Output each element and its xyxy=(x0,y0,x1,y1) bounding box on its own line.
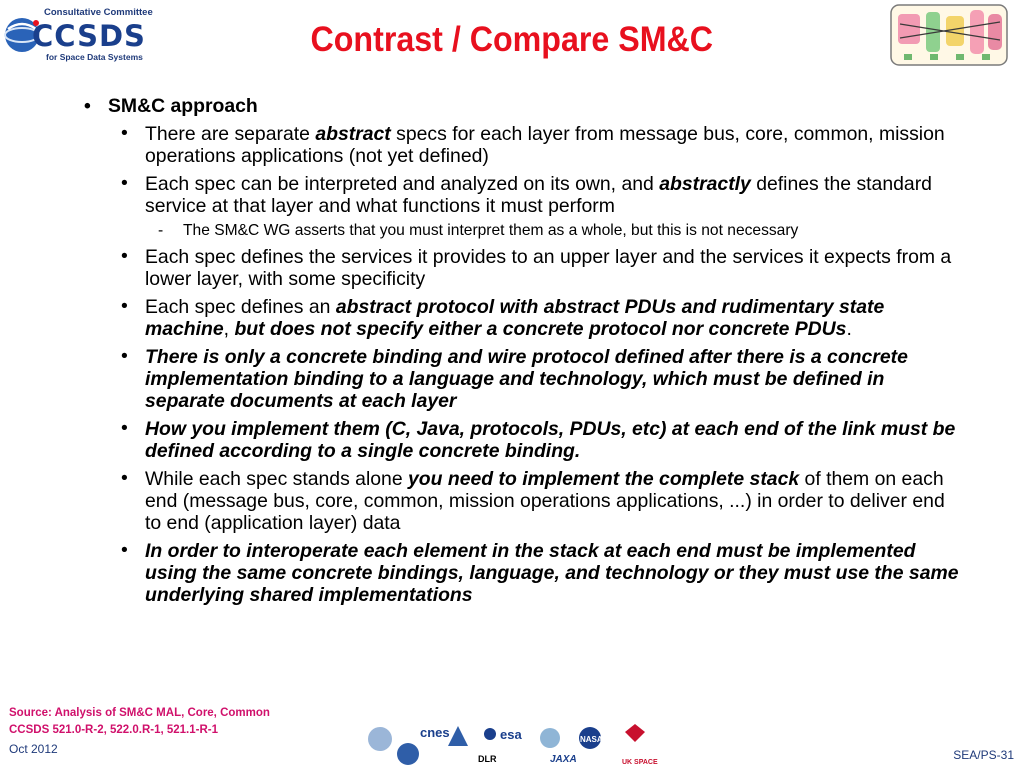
bullet-marker-icon: • xyxy=(121,539,128,561)
bullet-text: The SM&C WG asserts that you must interpret them as a whole, but this is not necessary xyxy=(183,222,799,239)
emphasized-text: There is only a concrete binding and wire protocol defined after there is a concrete implementation binding to a language and technology, which must be defined in separate documents at each layer xyxy=(145,346,908,412)
agency-logos-strip xyxy=(360,722,660,768)
bullet-text: Each spec defines the services it provides to an upper layer and the services it expects from a lower layer, with some specificity xyxy=(145,246,952,290)
source-citation xyxy=(9,705,270,739)
agency-label-dlr: DLR xyxy=(478,754,497,764)
source-line-1: Source: Analysis of SM&C MAL, Core, Common xyxy=(9,707,270,719)
emphasized-text: but does not specify either a concrete protocol nor concrete PDUs xyxy=(234,318,847,340)
logo-top-text: Consultative Committee xyxy=(44,7,153,18)
bullet-marker-icon: • xyxy=(121,467,128,489)
source-line-2: CCSDS 521.0-R-2, 522.0.R-1, 521.1-R-1 xyxy=(9,724,219,736)
bullet-marker-icon: • xyxy=(121,245,128,267)
slide-date: Oct 2012 xyxy=(9,742,58,756)
bullet-marker-icon: • xyxy=(121,345,128,367)
bullet-text: Each spec defines an xyxy=(145,296,336,318)
bullet-item xyxy=(80,173,960,217)
slide-number: SEA/PS-31 xyxy=(953,748,1014,762)
agency-label-ukspace: UK SPACE xyxy=(622,759,658,766)
slide-title-text: Contrast / Compare SM&C xyxy=(310,20,714,59)
bullet-text: , xyxy=(223,318,235,340)
bullet-item xyxy=(80,123,960,167)
agency-emblem-icon xyxy=(625,724,645,742)
bullet-item xyxy=(80,95,960,117)
bullet-text: There are separate xyxy=(145,123,316,145)
bullet-marker-icon: • xyxy=(84,95,91,117)
agency-emblem-icon xyxy=(540,728,560,748)
agency-emblem-icon xyxy=(448,726,468,746)
emphasized-text: abstract protocol with abstract PDUs and rudimentary state machine xyxy=(145,296,885,340)
bullet-text: defines the standard service at that layer and what functions it must perform xyxy=(145,173,932,217)
agency-label-jaxa: JAXA xyxy=(550,754,577,765)
bullet-marker-icon: • xyxy=(121,122,128,144)
bullet-item xyxy=(80,296,960,340)
logo-main-text: CCSDS xyxy=(32,19,146,53)
bullet-marker-icon: • xyxy=(121,172,128,194)
bullet-item xyxy=(80,540,960,606)
bullet-item xyxy=(80,222,960,240)
slide-title xyxy=(0,20,1024,60)
bullet-text: While each spec stands alone xyxy=(145,468,409,490)
bullet-marker-icon: • xyxy=(121,417,128,439)
logo-sub-text: for Space Data Systems xyxy=(46,52,143,62)
emphasized-text: How you implement them (C, Java, protocols, PDUs, etc) at each end of the link must be defined according to a single concrete binding. xyxy=(145,418,956,462)
bullet-item xyxy=(80,468,960,534)
bullet-list xyxy=(80,93,960,606)
architecture-diagram-image xyxy=(890,4,1008,66)
bullet-item xyxy=(80,246,960,290)
emphasized-text: abstractly xyxy=(659,173,751,195)
bullet-item xyxy=(80,418,960,462)
agency-label-esa: esa xyxy=(500,727,522,742)
dash-marker-icon: - xyxy=(158,222,164,239)
bullet-text: specs for each layer from message bus, core, common, mission operations applications (not yet defined) xyxy=(145,123,945,167)
bullet-marker-icon: • xyxy=(121,295,128,317)
emphasized-text: abstract xyxy=(315,123,391,145)
bullet-text: . xyxy=(846,318,852,340)
agency-emblem-icon xyxy=(368,727,392,751)
bullet-text: Each spec can be interpreted and analyzed on its own, and xyxy=(145,173,660,195)
agency-emblem-icon xyxy=(397,743,419,765)
emphasized-text: In order to interoperate each element in the stack at each end must be implemented using the same concrete bindings, language, and technology or they must use the same underlying shared implementations xyxy=(145,540,959,606)
bullet-text: of them on each end (message bus, core, common, mission operations applications, ...) in order to deliver end to end (application layer) data xyxy=(145,468,945,534)
agency-emblem-icon xyxy=(484,728,496,740)
emphasized-text: you need to implement the complete stack xyxy=(408,468,800,490)
agency-label-cnes: cnes xyxy=(420,725,450,740)
agency-label-nasa: NASA xyxy=(580,735,603,744)
bullet-text: SM&C approach xyxy=(108,95,258,117)
bullet-item xyxy=(80,346,960,412)
